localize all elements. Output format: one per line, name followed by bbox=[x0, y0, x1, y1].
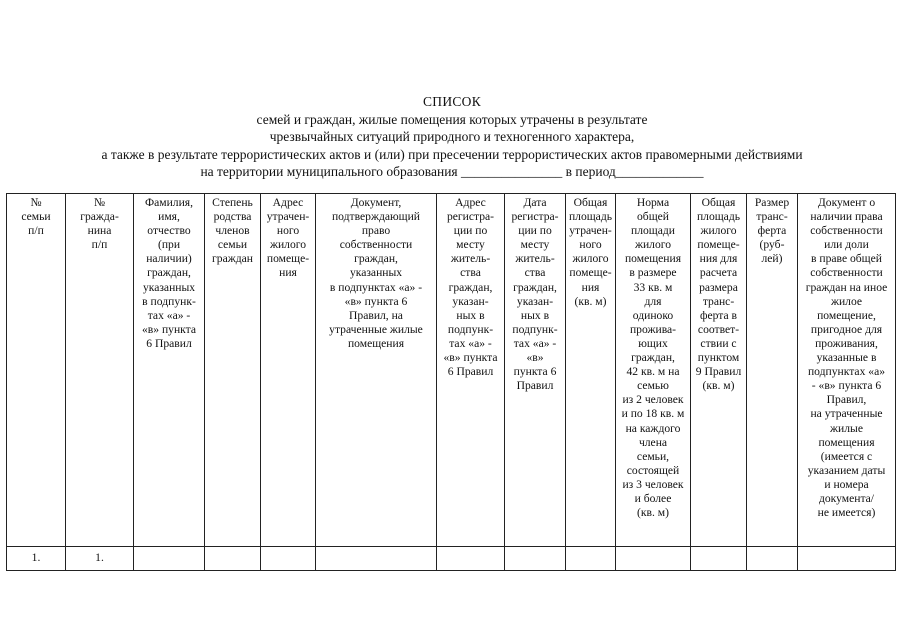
cell-kinship-degree bbox=[205, 547, 261, 571]
header-family-number: № семьи п/п bbox=[7, 194, 66, 547]
cell-area-norm bbox=[616, 547, 691, 571]
header-citizen-number: № гражда- нина п/п bbox=[66, 194, 134, 547]
header-registration-address: Адрес регистра- ции по месту житель- ства граждан, указан- ных в подпунк- тах «а» - «в» пункта 6 Правил bbox=[437, 194, 505, 547]
cell-registration-address bbox=[437, 547, 505, 571]
cell-other-ownership-document bbox=[798, 547, 896, 571]
subtitle-line: семей и граждан, жилые помещения которых утрачены в результате bbox=[256, 111, 648, 127]
cell-family-number: 1. bbox=[7, 547, 66, 571]
header-lost-area: Общая площадь утрачен- ного жилого помеще- ния (кв. м) bbox=[566, 194, 616, 547]
header-ownership-document: Документ, подтверждающий право собственности граждан, указанных в подпунктах «а» - «в» пункта 6 Правил, на утраченные жилые помещения bbox=[316, 194, 437, 547]
subtitle-line: чрезвычайных ситуаций природного и техногенного характера, bbox=[269, 129, 635, 144]
subtitle-line: а также в результате террористических актов и (или) при пресечении террористических актов правомерными действиями bbox=[101, 146, 803, 162]
cell-transfer-amount bbox=[747, 547, 798, 571]
header-registration-date: Дата регистра- ции по месту житель- ства граждан, указан- ных в подпунк- тах «а» - «в» пункта 6 Правил bbox=[505, 194, 566, 547]
cell-calc-area bbox=[691, 547, 747, 571]
table-header-row bbox=[7, 194, 896, 547]
document-title: СПИСОК bbox=[422, 94, 482, 109]
cell-lost-dwelling-address bbox=[261, 547, 316, 571]
cell-citizen-number: 1. bbox=[66, 547, 134, 571]
families-list-table bbox=[6, 193, 896, 571]
header-area-norm: Норма общей площади жилого помещения в размере 33 кв. м для одиноко прожива- ющих граждан, 42 кв. м на семью из 2 человек и по 18 кв. м на каждого члена семьи, состоящей из 3 человек и более (кв. м) bbox=[616, 194, 691, 547]
header-other-ownership-document: Документ о наличии права собственности или доли в праве общей собственности граждан на иное жилое помещение, пригодное для проживания, указанные в подпунктах «а» - «в» пункта 6 Правил, на утраченные жилые помещения (имеется с указанием даты и номера документа/ не имеется) bbox=[798, 194, 896, 547]
header-calc-area: Общая площадь жилого помеще- ния для расчета размера транс- ферта в соответ- ствии с пунктом 9 Правил (кв. м) bbox=[691, 194, 747, 547]
document-header bbox=[0, 93, 904, 181]
header-full-name: Фамилия, имя, отчество (при наличии) граждан, указанных в подпунк- тах «а» - «в» пункта 6 Правил bbox=[134, 194, 205, 547]
subtitle-line: на территории муниципального образования _______________ в период_____________ bbox=[200, 164, 704, 179]
cell-ownership-document bbox=[316, 547, 437, 571]
table-row bbox=[7, 547, 896, 571]
cell-full-name bbox=[134, 547, 205, 571]
cell-registration-date bbox=[505, 547, 566, 571]
header-lost-dwelling-address: Адрес утрачен- ного жилого помеще- ния bbox=[261, 194, 316, 547]
cell-lost-area bbox=[566, 547, 616, 571]
header-transfer-amount: Размер транс- ферта (руб- лей) bbox=[747, 194, 798, 547]
header-kinship-degree: Степень родства членов семьи граждан bbox=[205, 194, 261, 547]
